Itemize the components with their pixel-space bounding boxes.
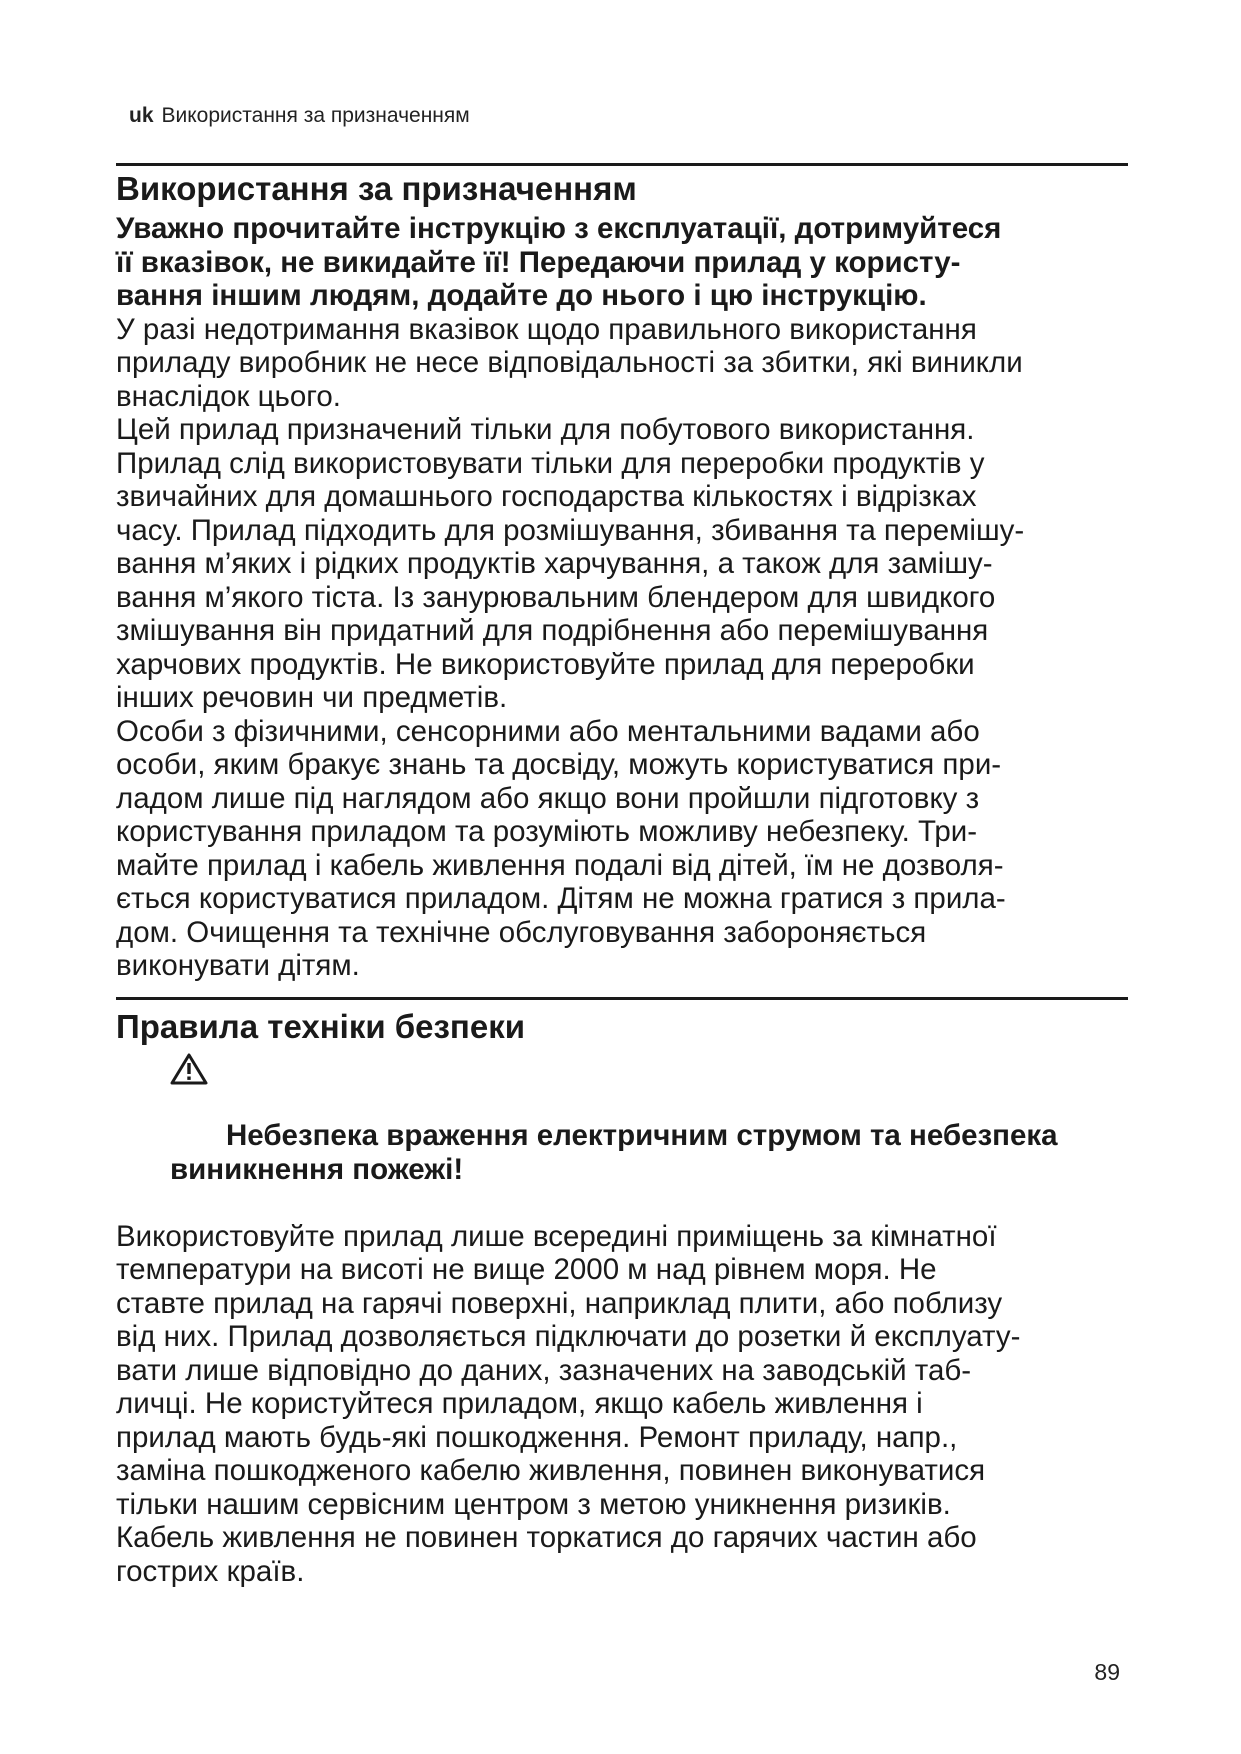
page-number: 89: [1094, 1659, 1120, 1685]
safety-section: [116, 1006, 1128, 1588]
intro-bold-paragraph: Уважно прочитайте інструкцію з експлуатації, дотримуйтеся її вказівок, не викидайте її! Передаючи прилад у користу- вання іншим людям, додайте до нього і цю інструкцію.: [116, 212, 1002, 312]
safety-body-paragraph: Використовуйте прилад лише всередині приміщень за кімнатної температури на висоті не вище 2000 м над рівнем моря. Не ставте прилад на гарячі поверхні, наприклад плити, або поблизу від них. Прилад дозволяється підключати до розетки й експлуату- вати лише відповідно до даних, зазначених на заводській таб- личці. Не користуйтеся приладом, якщо кабель живлення і прилад мають будь-які пошкодження. Ремонт приладу, напр., заміна пошкодженого кабелю живлення, повинен виконуватися тільки нашим сервісним центром з метою уникнення ризиків. Кабель живлення не повинен торкатися до гарячих частин або гострих країв.: [116, 1219, 1021, 1588]
intended-use-section: [116, 168, 1128, 983]
section-divider: [116, 163, 1128, 166]
language-code: uk: [129, 104, 154, 127]
warning-title: Небезпека враження електричним струмом та небезпека виникнення пожежі!: [170, 1119, 1058, 1186]
household-use-paragraph: Цей прилад призначений тільки для побутового використання. Прилад слід використовувати тільки для переробки продуктів у звичайних для домашнього господарства кількостях і відрізках часу. Прилад підходить для розмішування, збивання та перемішу- вання м’яких і рідких продуктів харчування, а також для замішу- вання м’якого тіста. Із занурювальним блендером для швидкого змішування він придатний для подрібнення або перемішування харчових продуктів. Не використовуйте прилад для переробки інших речовин чи предметів.: [116, 413, 1025, 714]
running-header-title: Використання за призначенням: [161, 104, 470, 127]
document-page: [116, 0, 1128, 1754]
safety-heading: Правила техніки безпеки: [116, 1008, 526, 1045]
section-divider: [116, 997, 1128, 1000]
supervision-paragraph: Особи з фізичними, сенсорними або ментальними вадами або особи, яким бракує знань та досвіду, можуть користуватися при- ладом лише під наглядом або якщо вони пройшли підготовку з користування приладом та розуміють можливу небезпеку. Три- майте прилад і кабель живлення подалі від дітей, їм не дозволя- ється користуватися приладом. Дітям не можна гратися з прила- дом. Очищення та технічне обслуговування забороняється виконувати дітям.: [116, 714, 1006, 982]
warning-block: [116, 1052, 1128, 1220]
intended-use-heading: Використання за призначенням: [116, 170, 637, 207]
running-header: [129, 104, 470, 128]
liability-paragraph: У разі недотримання вказівок щодо правильного використання приладу виробник не несе відповідальності за збитки, які виникли внаслідок цього.: [116, 312, 1023, 413]
warning-triangle-icon: [170, 1053, 208, 1085]
